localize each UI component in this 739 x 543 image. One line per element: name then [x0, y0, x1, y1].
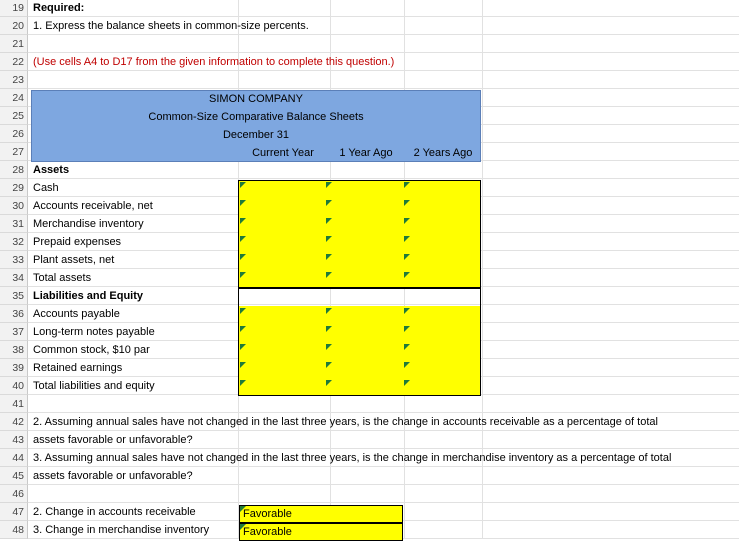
grid-line	[330, 0, 331, 17]
grid-line	[482, 521, 483, 539]
sheet-row	[0, 449, 739, 467]
row-number[interactable]: 28	[0, 161, 28, 179]
row-number[interactable]: 45	[0, 467, 28, 485]
row-number[interactable]: 37	[0, 323, 28, 341]
grid-line	[482, 323, 483, 341]
row-number[interactable]: 27	[0, 143, 28, 161]
row-number[interactable]: 42	[0, 413, 28, 431]
cell-text[interactable]: Total liabilities and equity	[33, 380, 155, 392]
company-name: SIMON COMPANY	[209, 93, 303, 105]
grid-line	[404, 485, 405, 503]
row-number[interactable]: 21	[0, 35, 28, 53]
answer-ar-value: Favorable	[243, 508, 292, 520]
cell-text[interactable]: Assets	[33, 164, 70, 176]
grid-line	[404, 395, 405, 413]
grid-line	[404, 0, 405, 17]
sheet-row	[0, 53, 739, 71]
grid-line	[404, 53, 405, 71]
sheet-row	[0, 431, 739, 449]
cell-text[interactable]: Accounts payable	[33, 308, 120, 320]
assets-box	[238, 180, 481, 288]
grid-line	[238, 467, 239, 485]
grid-line	[238, 35, 239, 53]
row-number[interactable]: 20	[0, 17, 28, 35]
grid-line	[238, 161, 239, 179]
row-number[interactable]: 40	[0, 377, 28, 395]
grid-line	[482, 341, 483, 359]
row-number[interactable]: 47	[0, 503, 28, 521]
row-number[interactable]: 35	[0, 287, 28, 305]
sheet-row	[0, 467, 739, 485]
row-number[interactable]: 26	[0, 125, 28, 143]
cell-text[interactable]: Merchandise inventory	[33, 218, 144, 230]
grid-line	[404, 161, 405, 179]
sheet-row	[0, 485, 739, 503]
grid-line	[404, 17, 405, 35]
cell-text[interactable]: Total assets	[33, 272, 92, 284]
row-number[interactable]: 43	[0, 431, 28, 449]
grid-line	[482, 107, 483, 125]
cell-text[interactable]: Accounts receivable, net	[33, 200, 153, 212]
answer-inventory-value: Favorable	[243, 526, 292, 538]
cell-text[interactable]: (Use cells A4 to D17 from the given information to complete this question.)	[33, 56, 395, 68]
grid-line	[482, 17, 483, 35]
grid-line	[482, 143, 483, 161]
grid-line	[482, 179, 483, 197]
grid-line	[330, 395, 331, 413]
grid-line	[482, 269, 483, 287]
sheet-row	[0, 71, 739, 89]
grid-line	[404, 467, 405, 485]
grid-line	[238, 485, 239, 503]
grid-line	[482, 431, 483, 449]
row-number[interactable]: 24	[0, 89, 28, 107]
grid-line	[330, 17, 331, 35]
cell-text[interactable]: assets favorable or unfavorable?	[33, 434, 193, 446]
row-number[interactable]: 19	[0, 0, 28, 17]
grid-line	[482, 485, 483, 503]
liabilities-box	[238, 288, 481, 396]
comment-flag-icon	[240, 524, 246, 530]
comment-flag-icon	[240, 506, 246, 512]
row-number[interactable]: 32	[0, 233, 28, 251]
row-number[interactable]: 39	[0, 359, 28, 377]
grid-line	[330, 35, 331, 53]
grid-line	[482, 161, 483, 179]
grid-line	[482, 305, 483, 323]
cell-text[interactable]: Prepaid expenses	[33, 236, 122, 248]
grid-line	[482, 35, 483, 53]
cell-text[interactable]: Liabilities and Equity	[33, 290, 144, 302]
sheet-row	[0, 161, 739, 179]
row-number[interactable]: 23	[0, 71, 28, 89]
row-number[interactable]: 48	[0, 521, 28, 539]
column-header-1-year-ago: 1 Year Ago	[339, 147, 393, 159]
grid-line	[238, 395, 239, 413]
column-header-2-years-ago: 2 Years Ago	[413, 147, 473, 159]
grid-line	[330, 485, 331, 503]
row-number[interactable]: 22	[0, 53, 28, 71]
grid-line	[482, 395, 483, 413]
cell-text[interactable]: Long-term notes payable	[33, 326, 155, 338]
grid-line	[482, 359, 483, 377]
cell-text[interactable]: 2. Change in accounts receivable	[33, 506, 196, 518]
grid-line	[238, 0, 239, 17]
grid-line	[404, 35, 405, 53]
grid-line	[482, 251, 483, 269]
row-number[interactable]: 41	[0, 395, 28, 413]
grid-line	[482, 53, 483, 71]
row-number[interactable]: 33	[0, 251, 28, 269]
report-title: Common-Size Comparative Balance Sheets	[148, 111, 364, 123]
grid-line	[330, 467, 331, 485]
grid-line	[404, 71, 405, 89]
grid-line	[482, 0, 483, 17]
cell-text[interactable]: 1. Express the balance sheets in common-size percents.	[33, 20, 309, 32]
row-number[interactable]: 29	[0, 179, 28, 197]
report-date: December 31	[222, 129, 290, 141]
grid-line	[238, 71, 239, 89]
cell-text[interactable]: Retained earnings	[33, 362, 123, 374]
sheet-row	[0, 0, 739, 17]
grid-line	[330, 161, 331, 179]
row-number[interactable]: 25	[0, 107, 28, 125]
grid-line	[482, 287, 483, 305]
grid-line	[482, 467, 483, 485]
row-number[interactable]: 36	[0, 305, 28, 323]
grid-line	[482, 503, 483, 521]
grid-line	[330, 431, 331, 449]
grid-line	[238, 431, 239, 449]
row-number[interactable]: 38	[0, 341, 28, 359]
grid-line	[482, 377, 483, 395]
grid-line	[404, 503, 405, 521]
sheet-row	[0, 35, 739, 53]
row-number[interactable]: 46	[0, 485, 28, 503]
grid-line	[482, 89, 483, 107]
sheet-row	[0, 17, 739, 35]
cell-text[interactable]: Cash	[33, 182, 59, 194]
grid-line	[482, 71, 483, 89]
cell-text[interactable]: Common stock, $10 par	[33, 344, 150, 356]
row-number[interactable]: 34	[0, 269, 28, 287]
sheet-row	[0, 413, 739, 431]
row-number[interactable]: 30	[0, 197, 28, 215]
grid-line	[482, 197, 483, 215]
grid-line	[330, 71, 331, 89]
grid-line	[482, 233, 483, 251]
grid-line	[404, 521, 405, 539]
grid-line	[482, 215, 483, 233]
cell-text[interactable]: 2. Assuming annual sales have not changed in the last three years, is the change in accounts receivable as a percentage of total	[33, 416, 658, 428]
row-number[interactable]: 44	[0, 449, 28, 467]
cell-text[interactable]: 3. Assuming annual sales have not changed in the last three years, is the change in merchandise inventory as a percentage of total	[33, 452, 672, 464]
cell-text[interactable]: Required:	[33, 2, 85, 14]
column-header-current-year: Current Year	[252, 147, 314, 159]
cell-text[interactable]: assets favorable or unfavorable?	[33, 470, 193, 482]
row-number[interactable]: 31	[0, 215, 28, 233]
grid-line	[482, 125, 483, 143]
grid-line	[404, 431, 405, 449]
cell-text[interactable]: Plant assets, net	[33, 254, 115, 266]
cell-text[interactable]: 3. Change in merchandise inventory	[33, 524, 210, 536]
sheet-row	[0, 395, 739, 413]
